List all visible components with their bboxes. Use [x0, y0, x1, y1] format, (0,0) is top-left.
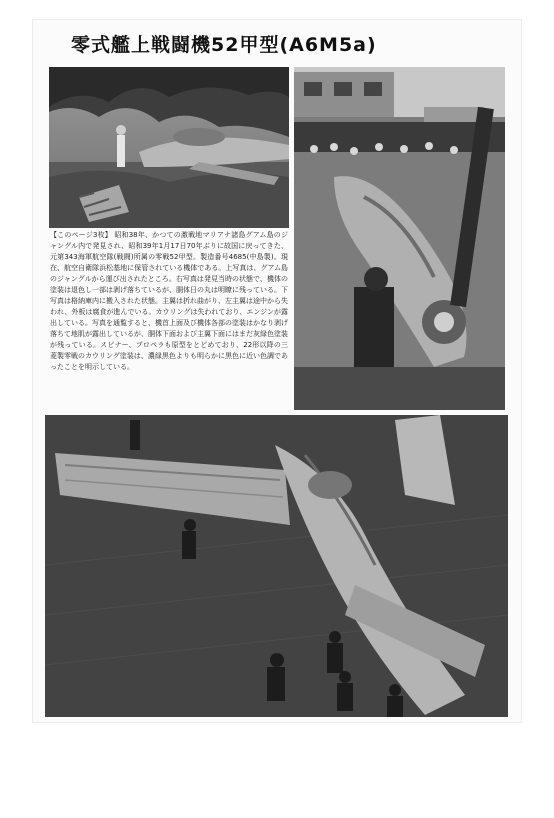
- photo-caption: 【このページ3枚】 昭和38年、かつての激戦地マリアナ諸島グアム島のジャングル内で発見され、昭和39年1月17日70年ぶりに故国に戻ってきた、元第343海軍航空隊(戦闘)所属の零戦52甲型。製造番号4685(中島製)。現在、航空自衛隊浜松基地に保管されている機体である。上写真は、グアム島のジャングルから運び出されたところ。右写真は発見当時の状態で、機体の塗装は退色し一部は剥げ落ちているが、胴体日の丸は明瞭に残っている。下写真は格納庫内に搬入された状態。主翼は折れ曲がり、左主翼は途中から失われ、外板は腐食が進んでいる。カウリングは失われており、エンジンが露出している。写真を通覧すると、機首上面及び機体各部の塗装はかなり剥げ落ちて地肌が露出しているが、胴体下面および主翼下面にはまだ灰緑色塗装が残っている。スピナー、プロペラも原型をとどめており、22形以降の三菱製零戦のカウリング塗装は、濃緑黒色よりも明らかに黒色に近い色調であったことを明示している。: [50, 231, 288, 371]
- hangar-aircraft-photo: [45, 415, 508, 717]
- recovered-aircraft-photo: [294, 67, 505, 410]
- magazine-page: [33, 20, 521, 722]
- page-title: 零式艦上戦闘機52甲型(A6M5a): [71, 34, 377, 56]
- jungle-wreck-photo: [49, 67, 289, 228]
